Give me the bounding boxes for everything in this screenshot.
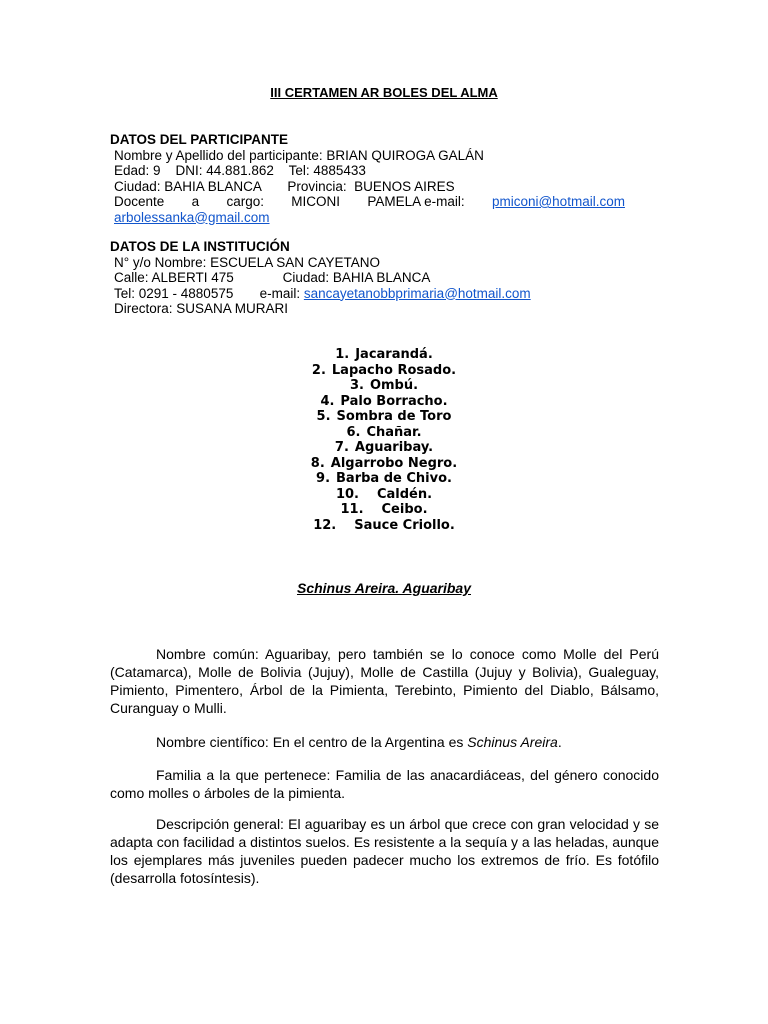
common-name-paragraph: Nombre común: Aguaribay, pero también se lo conoce como Molle del Perú (Catamarca), Molle de Bolivia (Jujuy), Molle de Castilla (Jujuy y Bolivia), Gualeguay, Pimiento, Pimentero, Árbol de la Pimienta, Terebinto, Pimiento del Diablo, Bálsamo, Curanguay o Mulli. — [110, 646, 659, 716]
participant-city-province: Ciudad: BAHIA BLANCA Provincia: BUENOS AIRES — [114, 178, 455, 194]
participant-age-dni-tel: Edad: 9 DNI: 44.881.862 Tel: 4885433 — [114, 163, 366, 178]
institution-section — [110, 239, 630, 317]
species-title: Schinus Areira. Aguaribay — [296, 580, 471, 596]
list-item: 8. Algarrobo Negro. — [310, 455, 458, 471]
scientific-name-paragraph: Nombre científico: En el centro de la Argentina es Schinus Areira. — [156, 734, 562, 750]
teacher-word: cargo: — [226, 194, 264, 209]
institution-director: Directora: SUSANA MURARI — [114, 301, 289, 316]
list-item: 6. Chañar. — [346, 424, 422, 440]
list-item: 5. Sombra de Toro — [316, 409, 452, 424]
participant-heading: DATOS DEL PARTICIPANTE — [110, 132, 289, 147]
family-paragraph: Familia a la que pertenece: Familia de las anacardiáceas, del género conocido como molles o árboles de la pimienta. — [110, 767, 659, 801]
secondary-email-link[interactable]: arbolessanka@gmail.com — [114, 209, 270, 225]
list-item: 10. Caldén. — [335, 486, 433, 502]
list-item: 2. Lapacho Rosado. — [311, 362, 457, 378]
teacher-word: a — [191, 194, 200, 209]
teacher-word: PAMELA e-mail: — [367, 194, 465, 209]
institution-address: Calle: ALBERTI 475 Ciudad: BAHIA BLANCA — [114, 270, 431, 285]
participant-section — [110, 132, 630, 225]
list-item: 4. Palo Borracho. — [320, 393, 448, 409]
scientific-name: Schinus Areira — [467, 734, 558, 750]
list-item: 7. Aguaribay. — [334, 440, 434, 455]
institution-name: N° y/o Nombre: ESCUELA SAN CAYETANO — [114, 254, 380, 270]
institution-tel: Tel: 0291 - 4880575 e-mail: — [114, 285, 304, 301]
list-item: 12. Sauce Criollo. — [313, 517, 455, 533]
institution-heading: DATOS DE LA INSTITUCIÓN — [110, 239, 290, 254]
participant-name: Nombre y Apellido del participante: BRIAN QUIROGA GALÁN — [114, 147, 484, 163]
body-text — [110, 645, 659, 717]
description-paragraph: Descripción general: El aguaribay es un árbol que crece con gran velocidad y se adapta con facilidad a distintos suelos. Es resistente a la sequía y a las heladas, aunque los ejemplares más juveniles pueden padecer mucho los extremos de frío. Es fotófilo (desarrolla fotosíntesis). — [110, 816, 659, 886]
document-title: III CERTAMEN AR BOLES DEL ALMA — [270, 85, 498, 100]
teacher-line — [110, 194, 625, 210]
teacher-word: Docente — [114, 194, 165, 209]
tree-list — [0, 347, 768, 533]
teacher-word: MICONI — [291, 194, 341, 209]
institution-email-link[interactable]: sancayetanobbprimaria@hotmail.com — [303, 285, 531, 301]
list-item: 11. Ceibo. — [340, 502, 428, 517]
teacher-email-link[interactable]: pmiconi@hotmail.com — [491, 194, 625, 209]
list-item: 9. Barba de Chivo. — [316, 471, 452, 486]
list-item: 1. Jacarandá. — [335, 347, 433, 362]
list-item: 3. Ombú. — [349, 378, 419, 393]
